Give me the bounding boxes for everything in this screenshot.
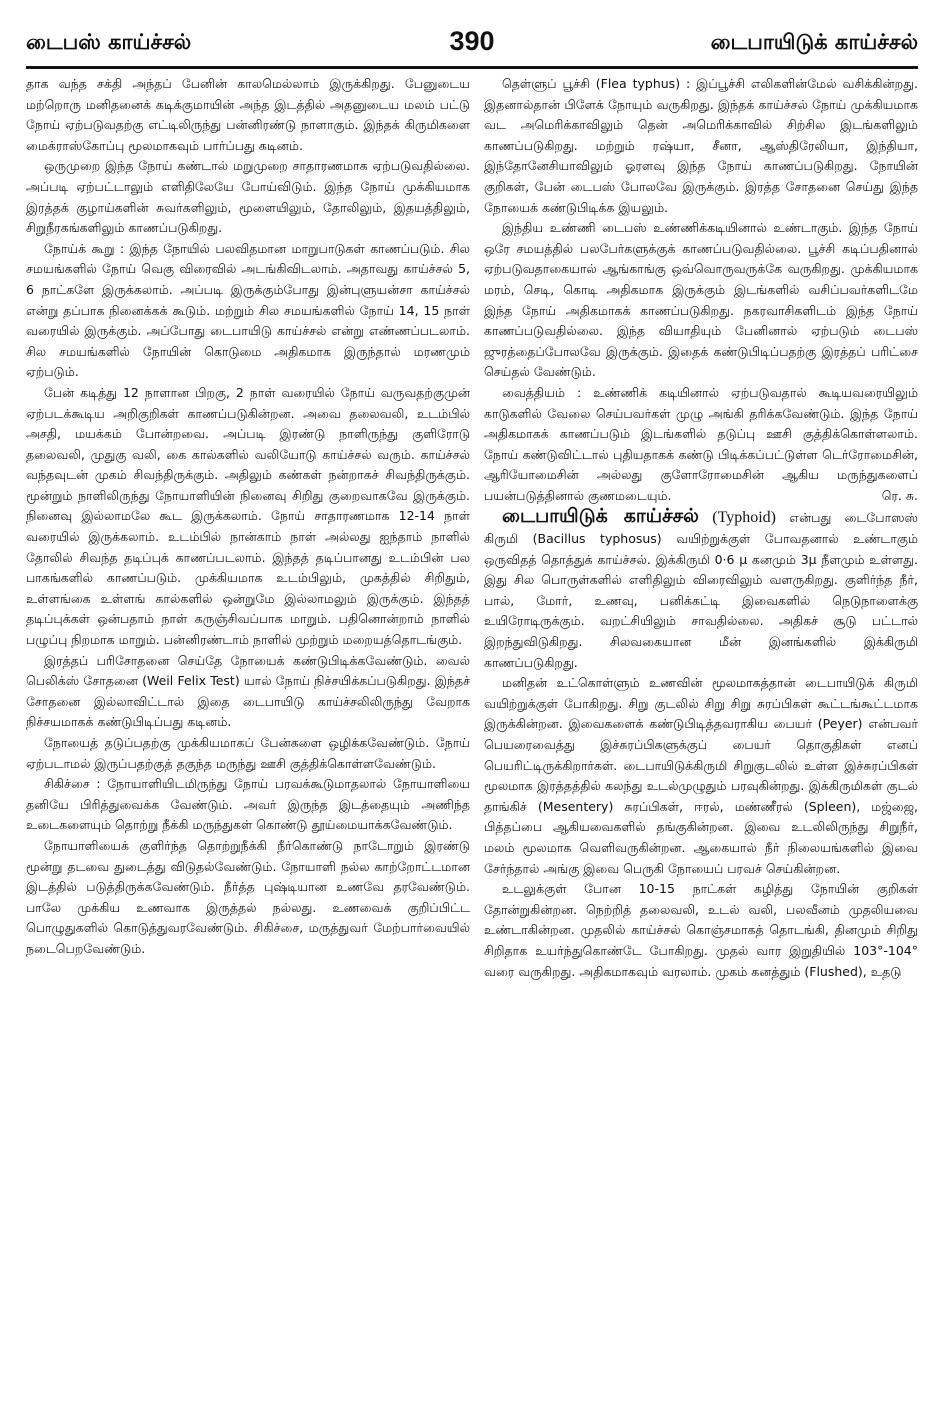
left-column xyxy=(26,74,470,1404)
entry-paragraph xyxy=(484,506,918,673)
paragraph: தெள்ளுப் பூச்சி (Flea typhus) : இப்பூச்சி எலிகளின்மேல் வசிக்கின்றது. இதனால்தான் பிளேக் நோயும் வருகிறது. இந்தக் காய்ச்சல் நோய் முக்கியமாக வட அமெரிக்காவிலும் தென் அமெரிக்காவில் சிற்சில இடங்களிலும் காணப்படுகிறது. மற்றும் ரஷ்யா, சீனா, ஆஸ்திரேலியா, இந்தியா, இந்தோனேசியாவிலும் ஓரளவு இந்த நோய் காணப்படுகிறது. நோயின் குறிகள், பேன் டைபஸ் போலவே இருக்கும். இரத்த சோதனை செய்து இந்த நோயைக் கண்டுபிடிக்க இயலும். xyxy=(484,76,918,215)
paragraph: இந்திய உண்ணி டைபஸ் உண்ணிக்கடியினால் உண்டாகும். இந்த நோய் ஒரே சமயத்தில் பலபேர்களுக்குக் காணப்படுவதில்லை. பூச்சி கடிப்பதினால் ஏற்படுவதாகையால் ஆங்காங்கு ஒவ்வொருவருக்கே வருகிறது. முக்கியமாக மரம், செடி, கொடி அதிகமாக இருக்கும் இடங்களில் வசிப்பவர்களிடமே இந்த நோய் அதிகமாகக் காணப்படுகிறது. நகரவாசிகளிடம் இந்த நோய் காணப்படுவதில்லை. இந்த வியாதியும் பேனினால் ஏற்படும் டைபஸ் ஜுரத்தைப்போலவே இருக்கும். இதைக் கண்டுபிடிப்பதற்கு இரத்தப் பரிட்சை செய்தல் வேண்டும். xyxy=(484,220,918,380)
right-column xyxy=(484,74,918,1404)
running-head-right: டைபாயிடுக் காய்ச்சல் xyxy=(710,30,918,54)
paragraph: மனிதன் உட்கொள்ளும் உணவின் மூலமாகத்தான் டைபாயிடுக் கிருமி வயிற்றுக்குள் போகிறது. சிறு குடலில் சிறு சிறு சுரப்பிகள் கூட்டங்கூட்டமாக இருக்கின்றன. இவைகளைக் கண்டுபிடித்தவராகிய பையர் (Peyer) என்பவர் பெயரைவைத்து இச்சுரப்பிகளுக்குப் பையர் தொகுதிகள் எனப் பெயரிட்டிருக்கிறார்கள். டைபாயிடுக்கிருமி சிறுகுடலில் உள்ள இச்சுரப்பிகள் மூலமாக இரத்தத்தில் கலந்து உடல்முழுதும் பரவுகின்றது. இக்கிருமிகள் குடல் தாங்கிச் (Mesentery) சுரப்பிகள், ஈரல், மண்ணீரல் (Spleen), மஜ்ஜை, பித்தப்பை ஆகியவைகளில் தங்குகின்றன. இவை உடலிலிருந்து சிறுநீர், மலம் மூலமாக வெளிவருகின்றன. ஆகையால் நீர் நிலையங்களில் இவை சேர்ந்தால் அங்கு இவை பெருகி நோயைப் பரவச் செய்கின்றன. xyxy=(484,675,918,876)
paragraph: நோய்க் கூறு : இந்த நோயில் பலவிதமான மாறுபாடுகள் காணப்படும். சில சமயங்களில் நோய் வெகு விரைவில் அடங்கிவிடலாம். அதாவது காய்ச்சல் 5, 6 நாட்களே இருக்கலாம். அப்படி இருக்கும்போது இன்புளுயன்சா காய்ச்சல் என்று தப்பாக நினைக்கக் கூடும். மற்றும் சில சமயங்களில் நோய் 14, 15 நாள் வரையில் இருக்கும். அப்போது டைபாயிடு காய்ச்சல் என்று எண்ணப்படலாம். சில சமயங்களில் நோயின் கொடுமை அதிகமாக இருந்தால் மரணமும் ஏற்படும். xyxy=(26,240,470,380)
page-number: 390 xyxy=(449,26,495,56)
entry-text: என்பது டைபோஸஸ் கிருமி (Bacillus typhosus) வயிற்றுக்குள் போவதனால் உண்டாகும் ஒருவிதத் தொத்துக் காய்ச்சல். இக்கிருமி 0·6 μ கனமும் 3μ நீளமும் உள்ளது. இது சில பொருள்களில் எளிதிலும் விரைவிலும் வளருகிறது. குளிர்ந்த நீர், பால், மோர், உணவு, பனிக்கட்டி இவைகளில் நெடுநாளைக்கு உயிரோடிருக்கும். வறட்சியிலும் சாவதில்லை. அதிகச் சூடு பட்டால் இறந்துவிடுகிறது. சிலவகையான மீன் இனங்களில் இக்கிருமி காணப்படுகிறது. xyxy=(484,510,918,670)
paragraph: தாக வந்த சக்தி அந்தப் பேனின் காலமெல்லாம் இருக்கிறது. பேனுடைய மற்றொரு மனிதனைக் கடிக்குமாயின் அந்த இடத்தில் அதனுடைய மலம் பட்டு நோய் ஏற்படுவதற்கு எட்டிலிருந்து பன்னிரண்டு நாளாகும். இந்தக் கிருமிகளை மைக்ராஸ்கோப்பு மூலமாகவும் பார்ப்பது கடினம். xyxy=(26,76,470,153)
page-header xyxy=(26,28,918,68)
paragraph: சிகிச்சை : நோயாளியிடமிருந்து நோய் பரவக்கூடுமாதலால் நோயாளியை தனியே பிரித்துவைக்க வேண்டும். அவர் இருந்த இடத்தையும் அணிந்த உடைகளையும் தொற்று நீக்கி மருந்துகள் கொண்டு தூய்மையாக்கவேண்டும். xyxy=(26,776,470,833)
paragraph: இரத்தப் பரிசோதனை செய்தே நோயைக் கண்டுபிடிக்கவேண்டும். வைல் பெலிக்ஸ் சோதனை (Weil Felix Test) யால் நோய் நிச்சயிக்கப்படுகிறது. இந்தச் சோதனை இல்லாவிட்டால் இதை டைபாயிடு காய்ச்சலிலிருந்து வேறாக நிச்சயமாகக் கண்டுபிடிப்பது கடினம். xyxy=(26,652,470,730)
paragraph: ஒருமுறை இந்த நோய் கண்டால் மறுமுறை சாதாரணமாக ஏற்படுவதில்லை. அப்படி ஏற்பட்டாலும் எளிதிலேயே போய்விடும். இந்த நோய் முக்கியமாக இரத்தக் குழாய்களின் சுவர்களிலும், மூளையிலும், தோலிலும், இதயத்திலும், சிறுநீரகங்களிலும் காணப்படுகிறது. xyxy=(26,158,470,236)
running-head-left: டைபஸ் காய்ச்சல் xyxy=(26,30,192,54)
header-rule xyxy=(26,66,918,69)
paragraph: உடலுக்குள் போன 10-15 நாட்கள் கழித்து நோயின் குறிகள் தோன்றுகின்றன. நெற்றித் தலைவலி, உடல் வலி, பலவீனம் முதலியவை உண்டாகின்றன. முதலில் காய்ச்சல் கொஞ்சமாகத் தொடங்கி, தினமும் சிறிது சிறிதாக உயர்ந்துகொண்டே போகிறது. முதல் வார இறுதியில் 103°-104° வரை வருகிறது. அதிகமாகவும் வரலாம். முகம் கனத்தும் (Flushed), உதடு xyxy=(484,881,918,979)
paragraph: நோயைத் தடுப்பதற்கு முக்கியமாகப் பேன்களை ஒழிக்கவேண்டும். நோய் ஏற்படாமல் இருப்பதற்குத் தகுந்த மருந்து ஊசி குத்திக்கொள்ளவேண்டும். xyxy=(26,735,470,771)
paragraph xyxy=(484,383,918,507)
paragraph: நோயாளியைக் குளிர்ந்த தொற்றுநீக்கி நீர்கொண்டு நாடோறும் இரண்டு மூன்று தடவை துடைத்து விடுதல்வேண்டும். நோயாளி நல்ல காற்றோட்டமான இடத்தில் படுத்திருக்கவேண்டும். நீர்த்த புஷ்டியான உணவே தரவேண்டும். பாலே முக்கிய உணவாக இருத்தல் நல்லது. உணவைக் குறிப்பிட்ட பொழுதுகளில் கொடுத்துவரவேண்டும். சிகிச்சை, மருத்துவர் மேற்பார்வையில் நடைபெறவேண்டும். xyxy=(26,837,470,956)
paragraph-text: வைத்தியம் : உண்ணிக் கடியினால் ஏற்படுவதால் கூடியவரையிலும் காடுகளில் வேலை செய்பவர்கள் முழு அங்கி தரிக்கவேண்டும். இந்த நோய் அதிகமாகக் காணப்படும் இடங்களில் தடுப்பு ஊசி குத்திக்கொள்ளலாம். நோய் கண்டுவிட்டால் புதியதாகக் கண்டு பிடிக்கப்பட்டுள்ள டெர்ரோமைசின், ஆரியோமைசின் அல்லது குளோரோமைசின் ஆகிய மருந்துகளைப் பயன்படுத்தினால் குணமடையும். xyxy=(484,384,918,503)
author-signature: ரெ. சு. xyxy=(881,487,918,503)
entry-heading-latin: (Typhoid) xyxy=(712,509,776,527)
entry-heading: டைபாயிடுக் காய்ச்சல் xyxy=(502,505,699,528)
paragraph: பேன் கடித்து 12 நாளான பிறகு, 2 நாள் வரையில் நோய் வருவதற்குமுன் ஏற்படக்கூடிய அறிகுறிகள் காணப்படுகின்றன. அவை தலைவலி, உடம்பில் அசதி, மயக்கம் போன்றவை. அப்படி இரண்டு நாளிருந்து குளிரோடு தலைவலி, முதுகு வலி, கை கால்களில் வலியோடு காய்ச்சல் வரும். காய்ச்சல் வந்தவுடன் முகம் சிவந்திருக்கும். அதிலும் கண்கள் நன்றாகச் சிவந்திருக்கும். மூன்றும் நாளிலிருந்து நோயாளியின் நினைவு சிறிது குறைவாகவே இருக்கும். நினைவு இல்லாமலே கூட இருக்கலாம். நோய் சாதாரணமாக 12-14 நாள் வரையில் இருக்கலாம். உடம்பில் நான்காம் நாள் அல்லது ஐந்தாம் நாளில் தோலில் சிவந்த தடிப்புக் காணப்படலாம். இந்தத் தடிப்பானது உடம்பின் பல பாகங்களில் காணப்படும். முக்கியமாக உடம்பிலும், முகத்தில் சிறிதும், உள்ளங்கை உள்ளங் கால்களில் ஒன்றுமே இல்லாமலும் இருக்கும். இந்தத் தடிப்புக்கள் ஒன்பதாம் நாள் கருஞ்சிவப்பாக மாறும். பதினொன்றாம் நாளில் பழுப்பு நிறமாக மாறும். பன்னிரண்டாம் நாளில் முற்றும் மறையத்தொடங்கும். xyxy=(26,384,470,648)
